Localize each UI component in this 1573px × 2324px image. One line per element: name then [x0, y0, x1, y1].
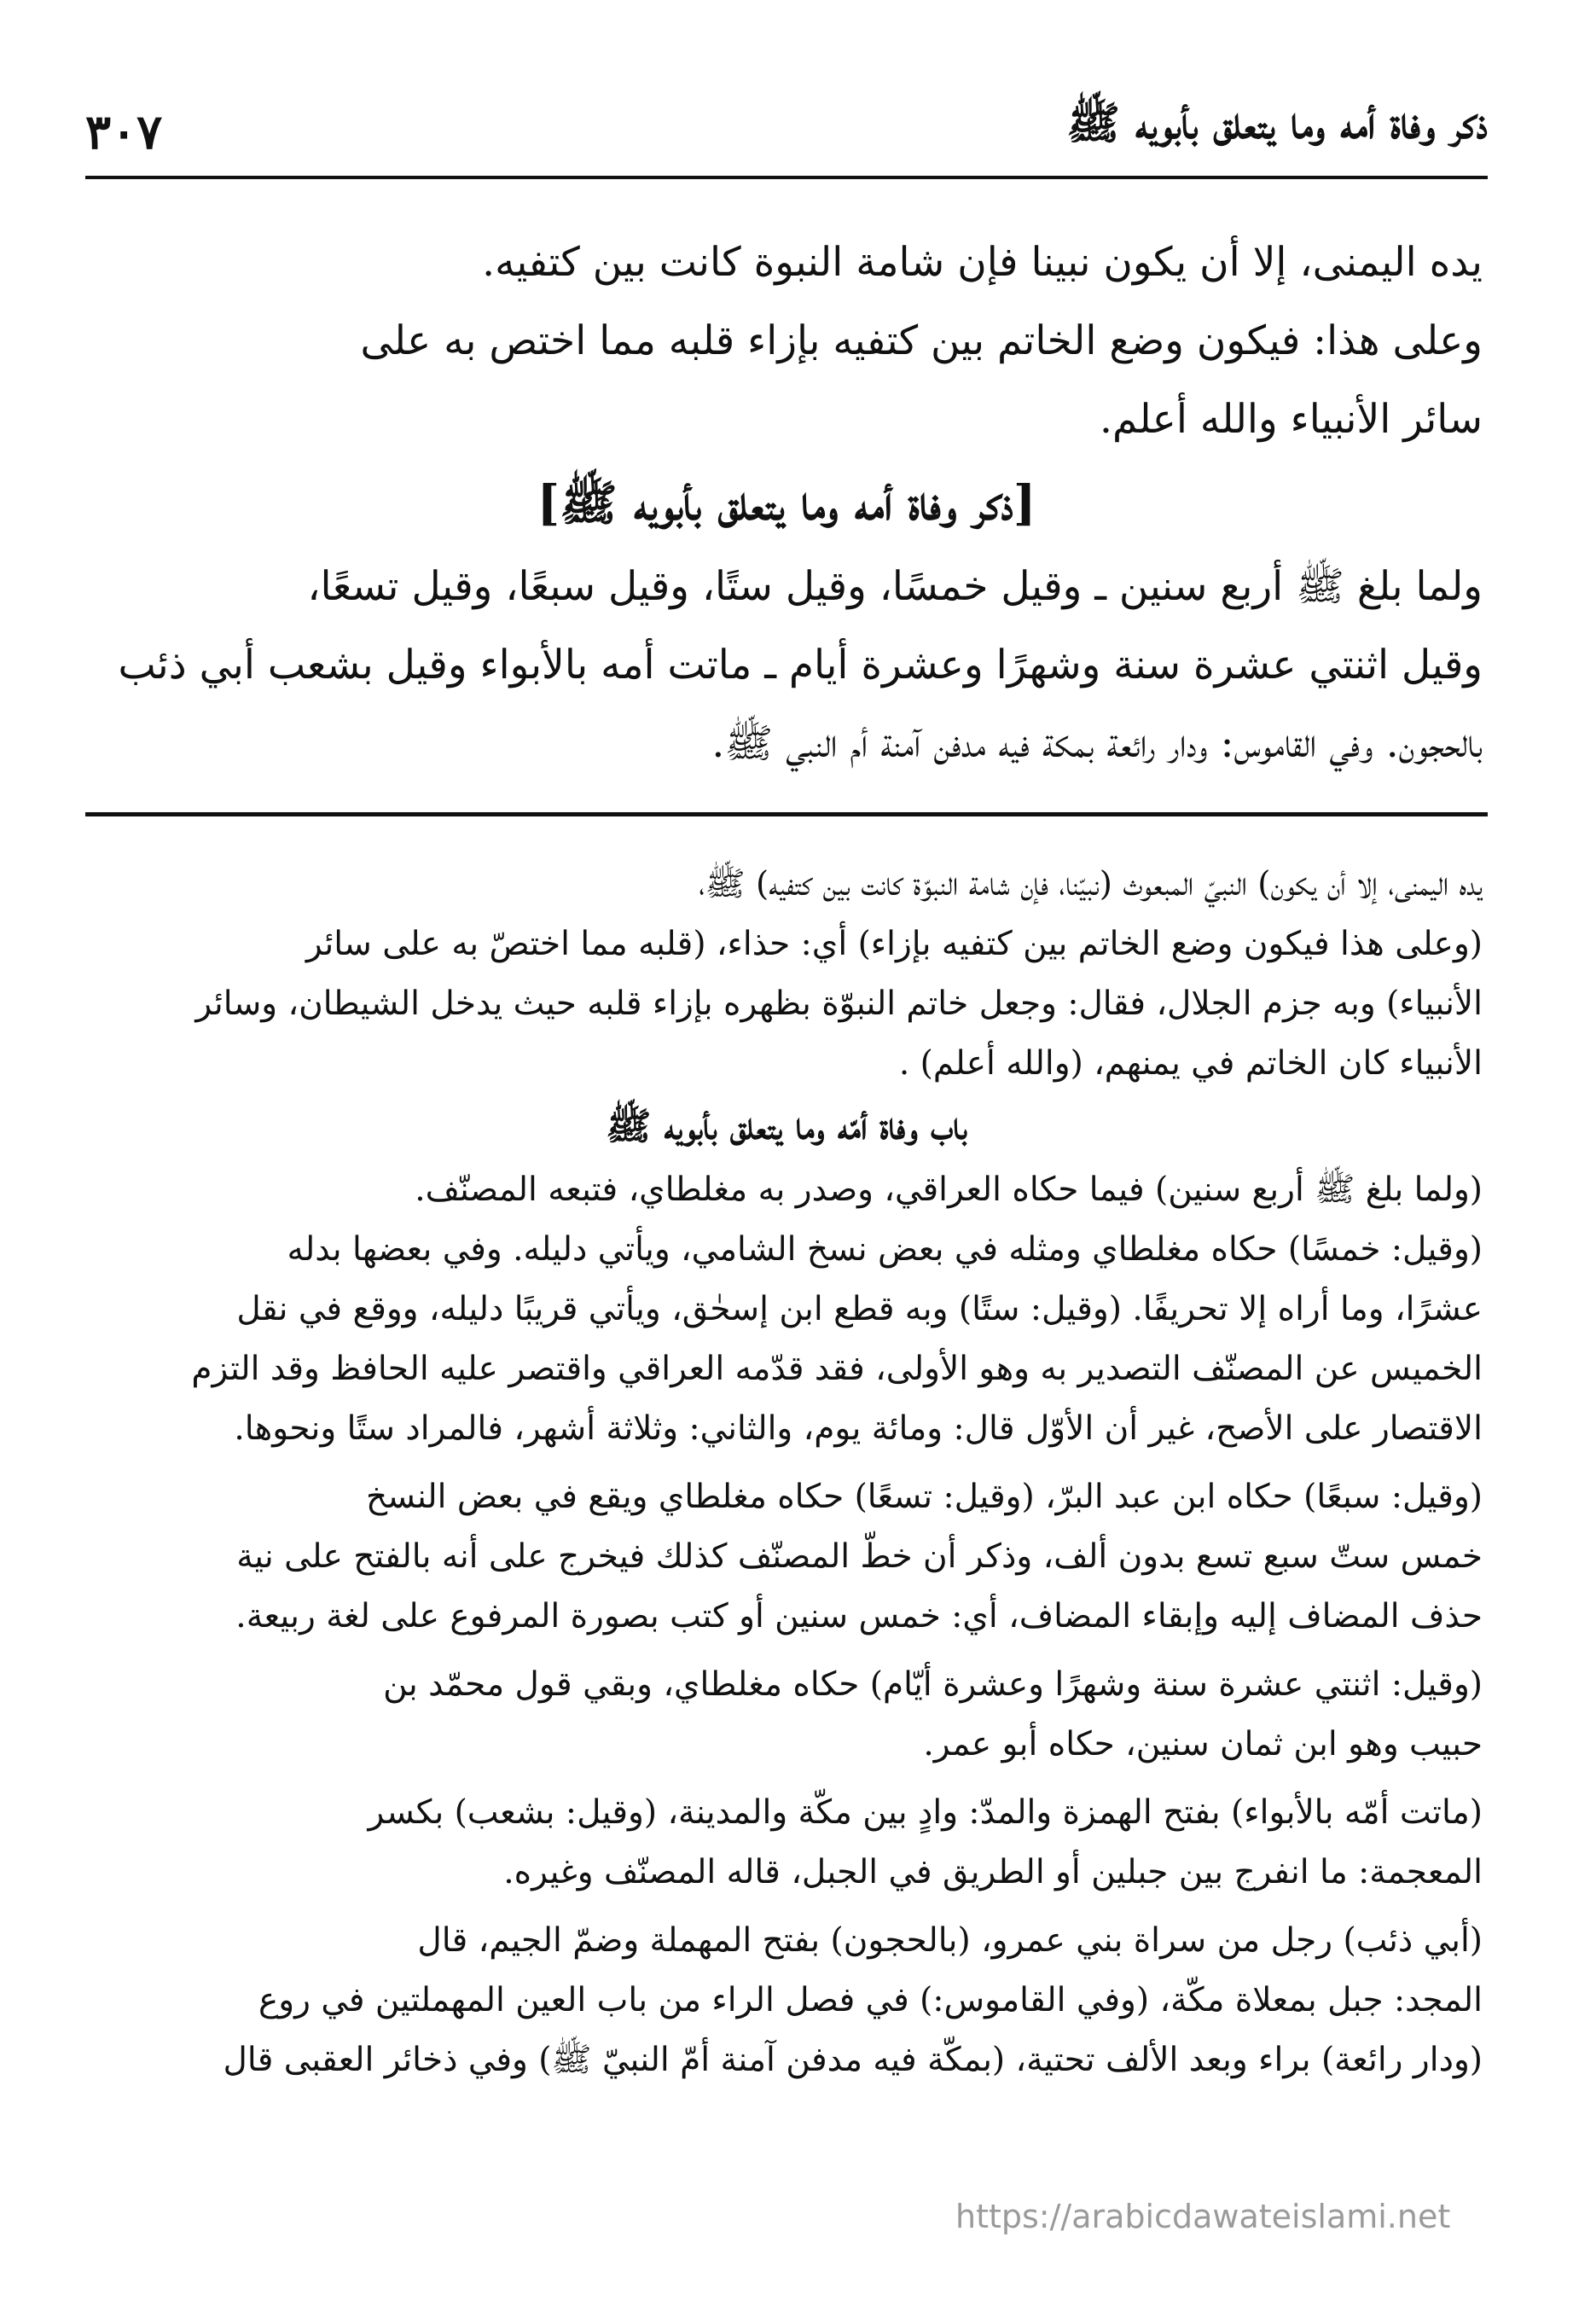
commentary-line: حذف المضاف إليه وإبقاء المضاف، أي: خمس سنين أو كتب بصورة المرفوع على لغة ربيعة. — [235, 1597, 1483, 1636]
commentary-line: الأنبياء) وبه جزم الجلال، فقال: وجعل خاتم النبوّة بظهره بإزاء قلبه حيث يدخل الشيطان، وسائر — [195, 985, 1483, 1023]
paragraph-gap — [90, 1903, 1483, 1911]
main-line: وقيل اثنتي عشرة سنة وشهرًا وعشرة أيام ـ ماتت أمه بالأبواء وقيل بشعب أبي ذئب — [118, 642, 1483, 688]
commentary-line: (وقيل: خمسًا) حكاه مغلطاي ومثله في بعض نسخ الشامي، ويأتي دليله. وفي بعضها بدله — [287, 1230, 1483, 1269]
section-divider — [85, 812, 1488, 816]
page-header — [85, 89, 1488, 160]
commentary-line: الاقتصار على الأصح، غير أن الأوّل قال: ومائة يوم، والثاني: وثلاثة أشهر، فالمراد ستًا ونحوها. — [234, 1409, 1483, 1448]
commentary-line: (ماتت أمّه بالأبواء) بفتح الهمزة والمدّ: وادٍ بين مكّة والمدينة، (وقيل: بشعب) بكسر — [368, 1793, 1483, 1832]
commentary-line: (وعلى هذا فيكون وضع الخاتم بين كتفيه بإزاء) أي: حذاء، (قلبه مما اختصّ به على سائر — [305, 925, 1483, 963]
commentary-text — [90, 855, 1483, 2090]
commentary-line: المعجمة: ما انفرج بين جبلين أو الطريق في الجبل، قاله المصنّف وغيره. — [503, 1853, 1483, 1891]
section-heading: [ذكر وفاة أمه وما يتعلق بأبويه ﷺ] — [537, 475, 1036, 532]
main-line: يده اليمنى، إلا أن يكون نبينا فإن شامة النبوة كانت بين كتفيه. — [482, 239, 1483, 286]
commentary-line: (أبي ذئب) رجل من سراة بني عمرو، (بالحجون) بفتح المهملة وضمّ الجيم، قال — [417, 1921, 1483, 1960]
commentary-heading: باب وفاة أمّه وما يتعلق بأبويه ﷺ — [606, 1105, 967, 1148]
commentary-line: (وقيل: سبعًا) حكاه ابن عبد البرّ، (وقيل: تسعًا) حكاه مغلطاي ويقع في بعض النسخ — [366, 1478, 1483, 1516]
main-line: ولما بلغ ﷺ أربع سنين ـ وقيل خمسًا، وقيل ستًا، وقيل سبعًا، وقيل تسعًا، — [307, 563, 1483, 610]
commentary-line: (ولما بلغ ﷺ أربع سنين) فيما حكاه العراقي، وصدر به مغلطاي، فتبعه المصنّف. — [415, 1171, 1483, 1209]
main-text — [90, 224, 1483, 783]
header-rule — [85, 176, 1488, 179]
commentary-line: حبيب وهو ابن ثمان سنين، حكاه أبو عمر. — [923, 1725, 1483, 1763]
paragraph-gap — [90, 1775, 1483, 1783]
commentary-line: (وقيل: اثنتي عشرة سنة وشهرًا وعشرة أيّام) حكاه مغلطاي، وبقي قول محمّد بن — [383, 1665, 1483, 1704]
main-line: سائر الأنبياء والله أعلم. — [1100, 396, 1483, 443]
page-number: ٣٠٧ — [85, 104, 163, 160]
commentary-line: الأنبياء كان الخاتم في يمنهم، (والله أعلم) . — [898, 1044, 1483, 1083]
watermark-url: https://arabicdawateislami.net — [955, 2198, 1451, 2235]
paragraph-gap — [90, 1647, 1483, 1655]
commentary-line: المجد: جبل بمعلاة مكّة، (وفي القاموس:) في فصل الراء من باب العين المهملتين في روع — [258, 1981, 1483, 2019]
paragraph-gap — [90, 1459, 1483, 1467]
commentary-line: يده اليمنى، إلا أن يكون) النبيّ المبعوث (نبيّنا، فإن شامة النبوّة كانت بين كتفيه) ﷺ، — [699, 865, 1483, 903]
commentary-line: خمس ستّ سبع تسع بدون ألف، وذكر أن خطّ المصنّف كذلك فيخرج على أنه بالفتح على نية — [236, 1537, 1483, 1576]
main-line: وعلى هذا: فيكون وضع الخاتم بين كتفيه بإزاء قلبه مما اختص به على — [360, 317, 1483, 364]
commentary-line: عشرًا، وما أراه إلا تحريفًا. (وقيل: ستًا) وبه قطع ابن إسحٰق، ويأتي قريبًا دليله، ووقع في نقل — [236, 1290, 1483, 1328]
running-title: ذكر وفاة أمه وما يتعلق بأبويه ﷺ — [1066, 97, 1488, 149]
main-line: بالحجون. وفي القاموس: ودار رائعة بمكة فيه مدفن آمنة أم النبي ﷺ. — [711, 720, 1483, 767]
commentary-line: الخميس عن المصنّف التصدير به وهو الأولى، فقد قدّمه العراقي واقتصر عليه الحافظ وقد التزم — [191, 1350, 1483, 1388]
commentary-line: (ودار رائعة) براء وبعد الألف تحتية، (بمكّة فيه مدفن آمنة أمّ النبيّ ﷺ) وفي ذخائر العقبى قال — [223, 2041, 1483, 2079]
